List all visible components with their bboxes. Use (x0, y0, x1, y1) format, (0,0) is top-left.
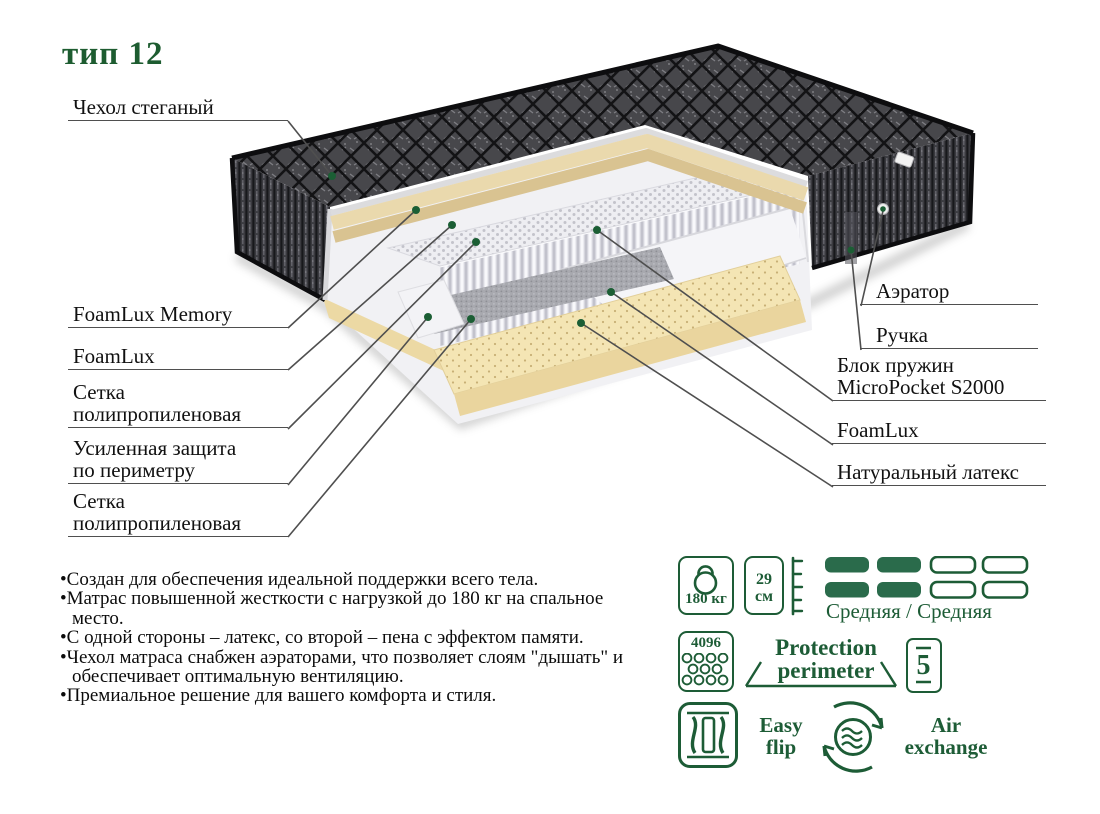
springs-count-badge (678, 631, 734, 692)
warranty-5-icon (908, 640, 939, 690)
bullet-item: • С одной стороны – латекс, со второй – пена с эффектом памяти. (60, 628, 652, 647)
springs-dots-icon (680, 653, 732, 689)
easy-flip-label: Easy flip (759, 713, 803, 759)
ruler-icon (789, 555, 807, 617)
label-cover: Чехол стеганый (68, 96, 288, 121)
label-handle: Ручка (860, 324, 1038, 349)
label-aerator: Аэратор (860, 280, 1038, 305)
protection-line2: perimeter (777, 658, 875, 683)
label-mesh-bottom: Сетка полипропиленовая (68, 490, 288, 537)
label-natural-latex: Натуральный латекс (832, 461, 1046, 486)
warranty-years: 5 (916, 650, 931, 681)
label-spring-block: Блок пружин MicroPocket S2000 (832, 354, 1046, 401)
firmness-label: Средняя / Средняя (826, 599, 992, 623)
warranty-badge (906, 638, 942, 693)
protection-perimeter-icon (734, 633, 920, 693)
height-badge (744, 556, 784, 615)
air-exchange-label: Air exchange (904, 713, 988, 759)
height-unit: см (755, 588, 773, 605)
label-perimeter-protection: Усиленная защита по периметру (68, 437, 288, 484)
height-value: 29 (756, 571, 772, 588)
label-mesh-top: Сетка полипропиленовая (68, 381, 288, 428)
springs-count-value: 4096 (691, 635, 721, 651)
bullet-item: • Чехол матраса снабжен аэраторами, что позволяет слоям "дышать" и обеспечивает оптимальную вентиляцию. (60, 648, 652, 687)
max-weight-value: 180 кг (685, 591, 727, 607)
easy-flip-icon (681, 705, 735, 765)
label-foamlux-memory: FoamLux Memory (68, 303, 288, 328)
max-weight-badge (678, 556, 734, 615)
description-bullets (60, 570, 652, 706)
easy-flip-badge (678, 702, 738, 768)
bullet-item: • Премиальное решение для вашего комфорта и стиля. (60, 686, 652, 705)
bullet-item: • Матрас повышенной жесткости с нагрузкой до 180 кг на спальное место. (60, 589, 652, 628)
label-foamlux-right: FoamLux (832, 419, 1046, 444)
air-exchange-icon (812, 700, 892, 776)
page-title: тип 12 (62, 36, 164, 72)
protection-line1: Protection (775, 635, 877, 660)
bullet-item: • Создан для обеспечения идеальной поддержки всего тела. (60, 570, 652, 589)
firmness-scale-icon (824, 556, 1036, 600)
label-foamlux-left: FoamLux (68, 345, 288, 370)
